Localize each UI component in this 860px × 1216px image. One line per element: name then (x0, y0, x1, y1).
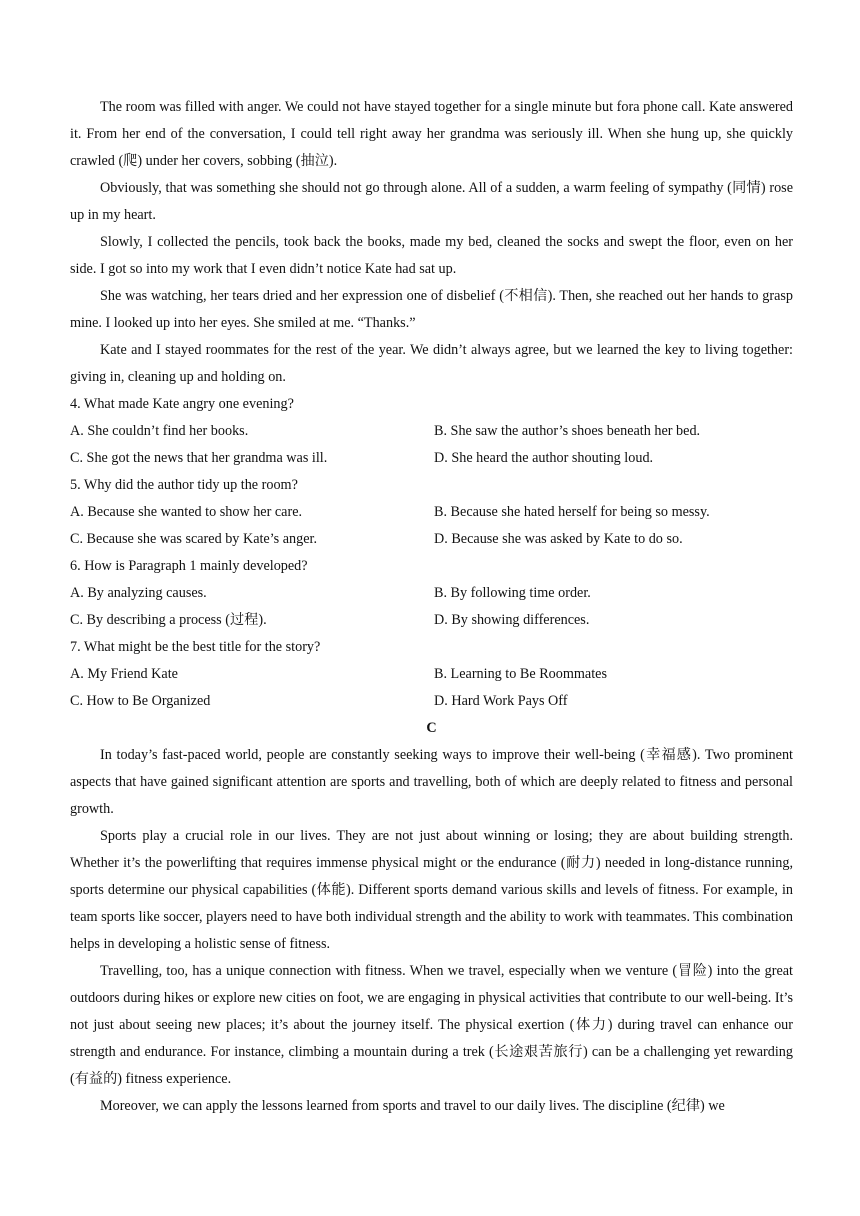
story-paragraph-4: She was watching, her tears dried and her expression one of disbelief (不相信). Then, she reached out her hands to grasp mine. I looked up into her eyes. She smiled at me. “Thanks.” (70, 288, 793, 331)
passage-c-paragraph-4: Moreover, we can apply the lessons learned from sports and travel to our daily lives. The discipline (纪律) we (100, 1098, 725, 1114)
option-a: A. She couldn’t find her books. (70, 423, 249, 439)
option-row (70, 418, 793, 445)
option-d: D. Because she was asked by Kate to do so. (434, 531, 683, 547)
option-d: D. By showing differences. (434, 612, 590, 628)
question-6 (70, 553, 793, 634)
option-d: D. She heard the author shouting loud. (434, 450, 654, 466)
story-paragraph-3: Slowly, I collected the pencils, took back the books, made my bed, cleaned the socks and swept the floor, even on her side. I got so into my work that I even didn’t notice Kate had sat up. (70, 234, 793, 277)
option-b: B. By following time order. (434, 585, 591, 601)
passage-c-paragraph-2: Sports play a crucial role in our lives. They are not just about winning or losing; they are about building strength. Whether it’s the powerlifting that requires immense physical might or the endurance (耐力) needed in long-distance running, sports determine our physical capabilities (体能). Different sports demand various skills and levels of fitness. For example, in team sports like soccer, players need to have both individual strength and the ability to work with teammates. This combination helps in developing a holistic sense of fitness. (70, 828, 793, 952)
option-row (70, 526, 793, 553)
option-b: B. Because she hated herself for being so messy. (434, 504, 710, 520)
question-4 (70, 391, 793, 472)
option-row (70, 661, 793, 688)
story-paragraph-5: Kate and I stayed roommates for the rest of the year. We didn’t always agree, but we learned the key to living together: giving in, cleaning up and holding on. (70, 342, 793, 385)
option-a: A. My Friend Kate (70, 666, 178, 682)
option-b: B. Learning to Be Roommates (434, 666, 607, 682)
question-5 (70, 472, 793, 553)
story-paragraph-1: The room was filled with anger. We could not have stayed together for a single minute but fora phone call. Kate answered it. From her end of the conversation, I could tell right away her grandma was seriously ill. When she hung up, she quickly crawled (爬) under her covers, sobbing (抽泣). (70, 99, 793, 169)
option-d: D. Hard Work Pays Off (434, 693, 568, 709)
option-row (70, 499, 793, 526)
option-b: B. She saw the author’s shoes beneath her bed. (434, 423, 701, 439)
option-c: C. By describing a process (过程). (70, 612, 267, 628)
story-paragraph-2: Obviously, that was something she should not go through alone. All of a sudden, a warm feeling of sympathy (同情) rose up in my heart. (70, 180, 793, 223)
option-row (70, 445, 793, 472)
question-stem: 6. How is Paragraph 1 mainly developed? (70, 558, 308, 574)
option-row (70, 580, 793, 607)
option-a: A. Because she wanted to show her care. (70, 504, 303, 520)
page-content (70, 94, 793, 1120)
option-a: A. By analyzing causes. (70, 585, 207, 601)
question-stem: 7. What might be the best title for the story? (70, 639, 321, 655)
option-row (70, 607, 793, 634)
option-c: C. She got the news that her grandma was ill. (70, 450, 328, 466)
option-c: C. Because she was scared by Kate’s anger. (70, 531, 318, 547)
question-7 (70, 634, 793, 715)
passage-c-paragraph-1: In today’s fast-paced world, people are constantly seeking ways to improve their well-being (幸福感). Two prominent aspects that have gained significant attention are sports and travelling, both of which are deeply related to fitness and personal growth. (70, 747, 793, 817)
option-row (70, 688, 793, 715)
question-stem: 4. What made Kate angry one evening? (70, 396, 294, 412)
passage-c-paragraph-3: Travelling, too, has a unique connection with fitness. When we travel, especially when we venture (冒险) into the great outdoors during hikes or explore new cities on foot, we are engaging in physical activities that contribute to our well-being. It’s not just about seeing new places; it’s about the journey itself. The physical exertion (体力) during travel can enhance our strength and endurance. For instance, climbing a mountain during a trek (长途艰苦旅行) can be a challenging yet rewarding (有益的) fitness experience. (70, 963, 793, 1087)
question-stem: 5. Why did the author tidy up the room? (70, 477, 298, 493)
section-heading: C (426, 720, 437, 736)
option-c: C. How to Be Organized (70, 693, 211, 709)
